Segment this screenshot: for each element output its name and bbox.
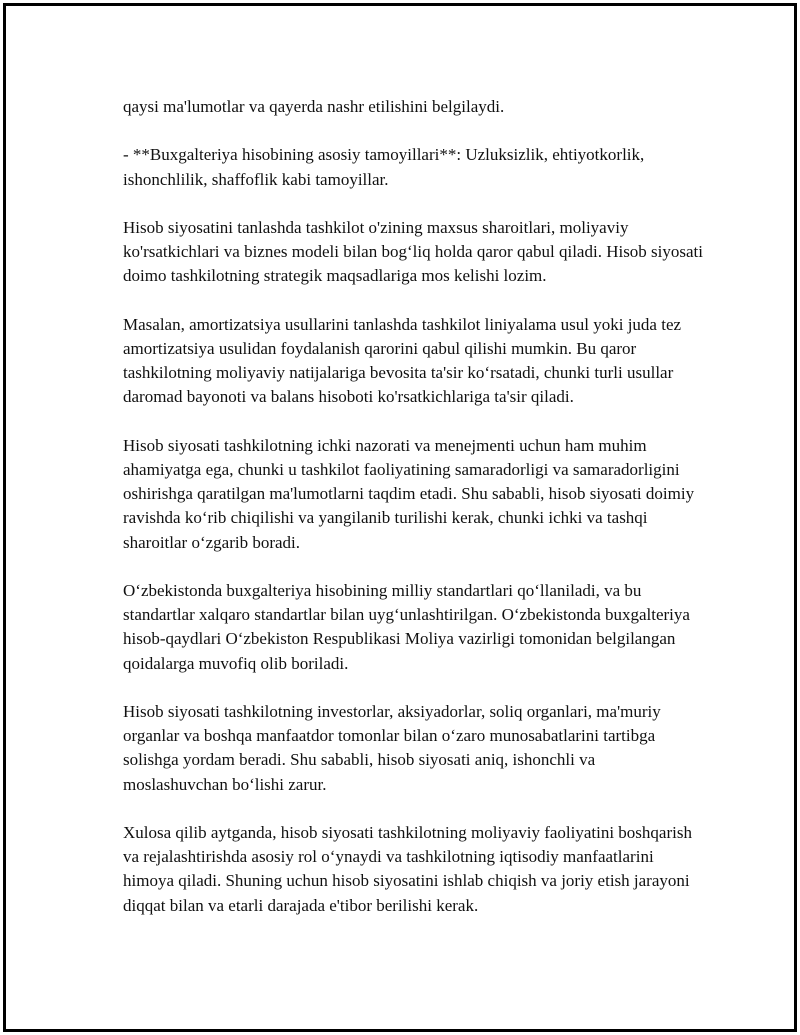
paragraph-depreciation-example: Masalan, amortizatsiya usullarini tanlashda tashkilot liniyalama usul yoki juda tez amortizatsiya usulidan foydalanish qarorini qabul qilishi mumkin. Bu qaror tashkilotning moliyaviy natijalariga bevosita ta'sir ko‘rsatadi, chunki turli usullar daromad bayonoti va balans hisoboti ko'rsatkichlariga ta'sir qiladi. (123, 314, 682, 407)
paragraph-policy-selection: Hisob siyosatini tanlashda tashkilot o'zining maxsus sharoitlari, moliyaviy ko'rsatkichlari va biznes modeli bilan bog‘liq holda qaror qabul qiladi. Hisob siyosati doimo tashkilotning strategik maqsadlariga mos kelishi lozim. (123, 217, 704, 286)
paragraph-stakeholders: Hisob siyosati tashkilotning investorlar, aksiyadorlar, soliq organlari, ma'muriy organlar va boshqa manfaatdor tomonlar bilan o‘zaro munosabatlarini tartibga solishga yordam beradi. Shu sababli, hisob siyosati aniq, ishonchli va moslashuvchan bo‘lishi zarur. (123, 701, 661, 794)
paragraph-internal-control: Hisob siyosati tashkilotning ichki nazorati va menejmenti uchun ham muhim ahamiyatga ega, chunki u tashkilot faoliyatining samaradorligi va samaradorligini oshirishga qaratilgan ma'lumotlarni taqdim etadi. Shu sababli, hisob siyosati doimiy ravishda ko‘rib chiqilishi va yangilanib turilishi kerak, chunki ichki va tashqi sharoitlar o‘zgarib boradi. (123, 435, 695, 552)
paragraph-accounting-principles: - **Buxgalteriya hisobining asosiy tamoyillari**: Uzluksizlik, ehtiyotkorlik, ishonchlilik, shaffoflik kabi tamoyillar. (123, 145, 645, 189)
paragraph-continuation: qaysi ma'lumotlar va qayerda nashr etilishini belgilaydi. (123, 97, 505, 116)
document-body (123, 95, 703, 942)
paragraph-conclusion: Xulosa qilib aytganda, hisob siyosati tashkilotning moliyaviy faoliyatini boshqarish va rejalashtirishda asosiy rol o‘ynaydi va tashkilotning iqtisodiy manfaatlarini himoya qiladi. Shuning uchun hisob siyosatini ishlab chiqish va joriy etish jarayoni diqqat bilan va etarli darajada e'tibor berilishi kerak. (123, 822, 692, 915)
paragraph-uzbekistan-standards: O‘zbekistonda buxgalteriya hisobining milliy standartlari qo‘llaniladi, va bu standartlar xalqaro standartlar bilan uyg‘unlashtirilgan. O‘zbekistonda buxgalteriya hisob-qaydlari O‘zbekiston Respublikasi Moliya vazirligi tomonidan belgilangan qoidalarga muvofiq olib boriladi. (123, 580, 690, 673)
page-frame (3, 3, 797, 1032)
